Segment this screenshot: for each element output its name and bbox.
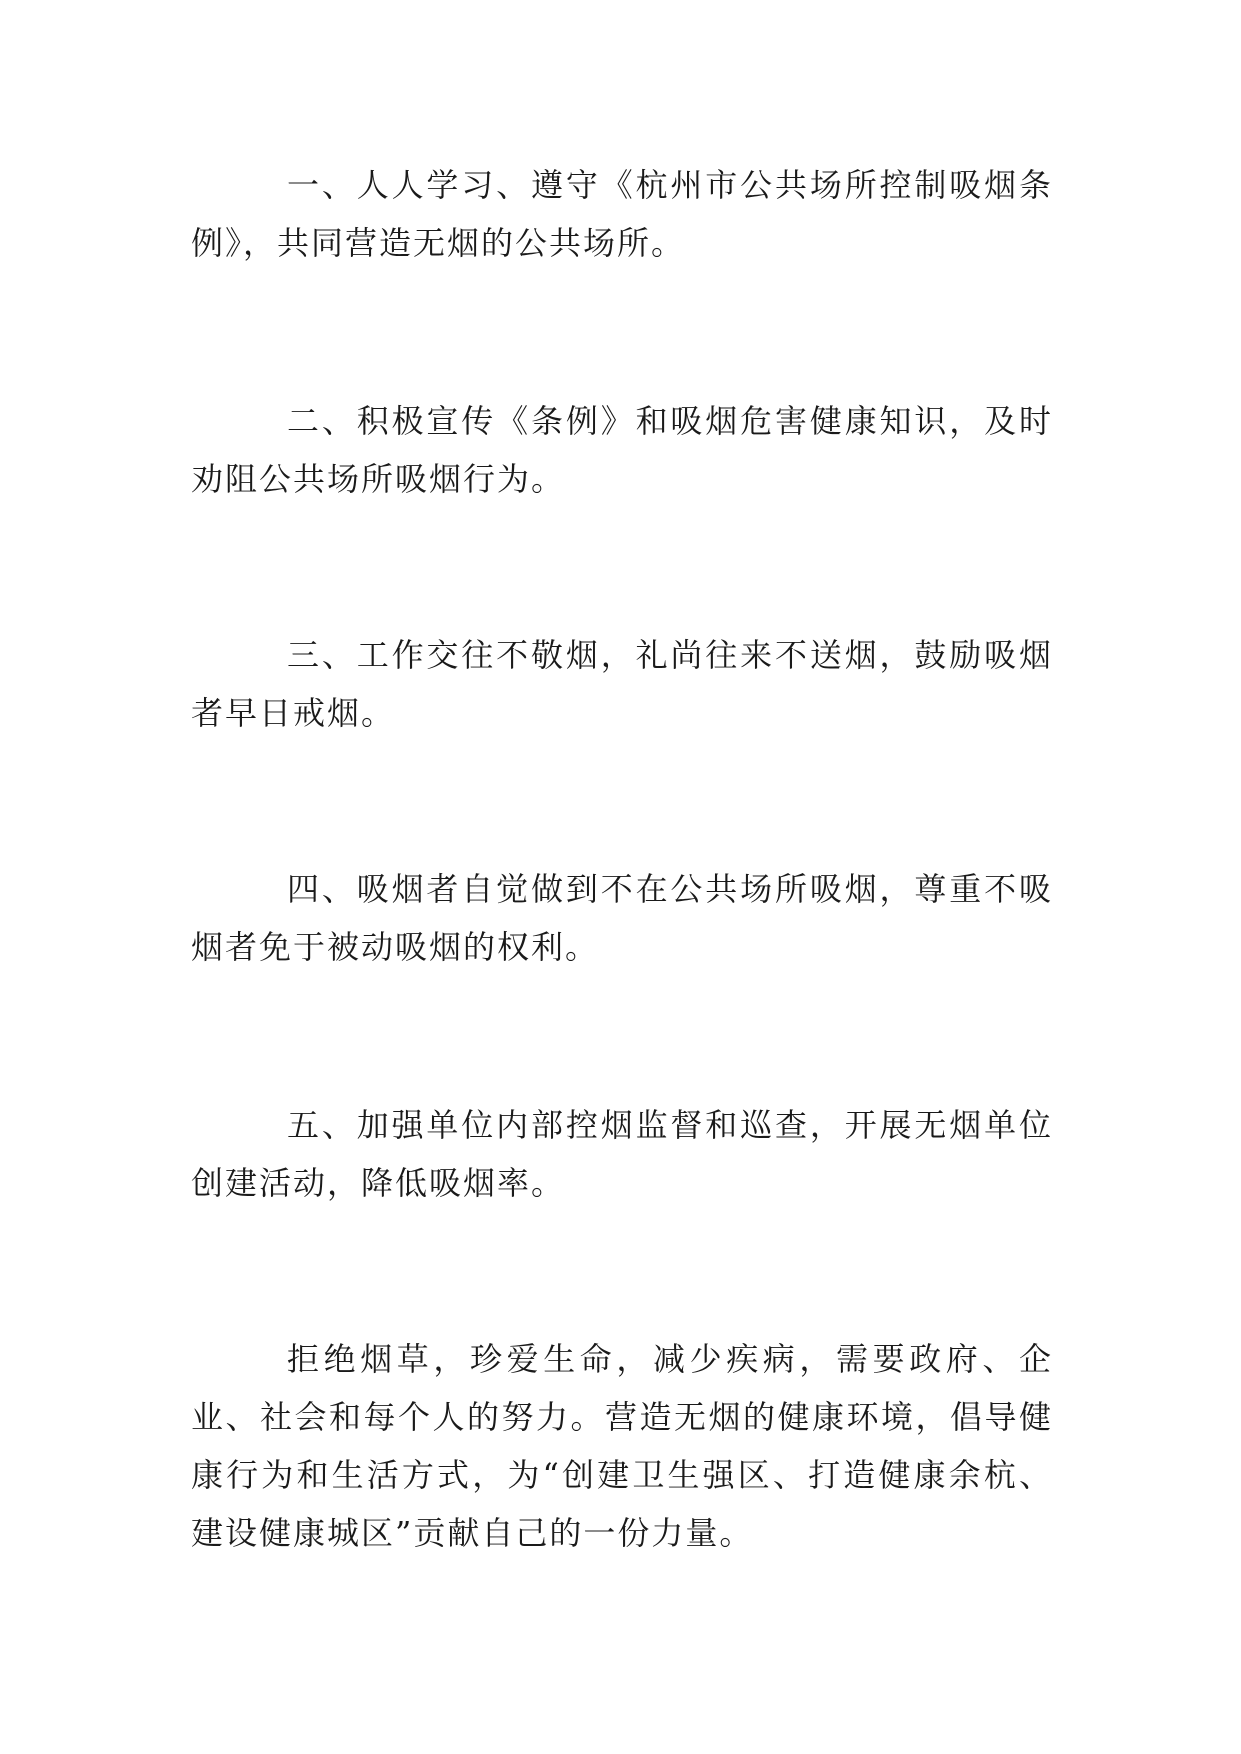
paragraph-item-1: 一、人人学习、遵守《杭州市公共场所控制吸烟条例》，共同营造无烟的公共场所。 [191,166,1053,262]
paragraph-item-2: 二、积极宣传《条例》和吸烟危害健康知识，及时劝阻公共场所吸烟行为。 [191,402,1053,498]
closing-paragraph: 拒绝烟草，珍爱生命，减少疾病，需要政府、企业、社会和每个人的努力。营造无烟的健康环境，倡导健康行为和生活方式，为“创建卫生强区、打造健康余杭、建设健康城区”贡献自己的一份力量。 [191,1340,1053,1552]
paragraph-item-4: 四、吸烟者自觉做到不在公共场所吸烟，尊重不吸烟者免于被动吸烟的权利。 [191,870,1053,966]
paragraph-item-5: 五、加强单位内部控烟监督和巡查，开展无烟单位创建活动，降低吸烟率。 [191,1106,1053,1202]
paragraph-item-3: 三、工作交往不敬烟，礼尚往来不送烟，鼓励吸烟者早日戒烟。 [191,636,1053,732]
